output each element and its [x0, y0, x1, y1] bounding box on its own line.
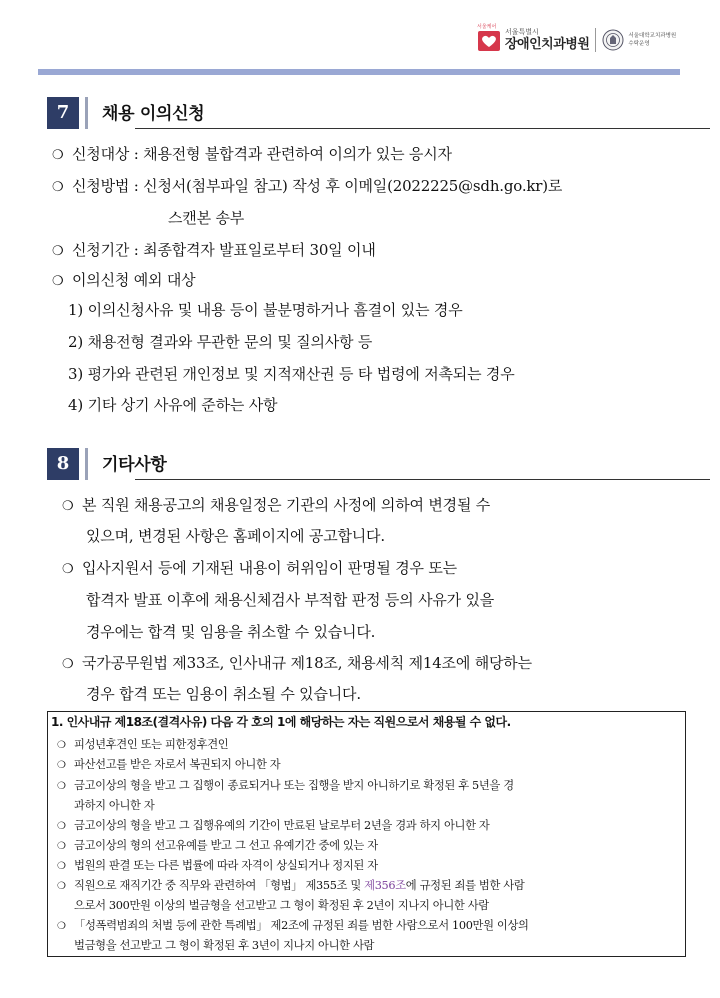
- list-item: [57, 877, 524, 893]
- university-seal-icon: [602, 29, 624, 51]
- line-text: 4) 기타 상기 사유에 준하는 사항: [68, 396, 278, 414]
- line-text: 금고이상의 형의 선고유예를 받고 그 선고 유예기간 중에 있는 자: [74, 839, 378, 852]
- section-rule: [135, 128, 710, 129]
- line-text: 법원의 판결 또는 다른 법률에 따라 자격이 상실되거나 정지된 자: [74, 859, 378, 872]
- section-bar: [85, 448, 88, 480]
- list-item: [86, 589, 494, 610]
- list-item: [52, 143, 452, 164]
- list-item: [57, 817, 489, 833]
- note-heading: 1. 인사내규 제18조(결격사유) 다음 각 호의 1에 해당하는 자는 직원으로서 채용될 수 없다.: [51, 715, 511, 729]
- university-text-2: 수탁운영: [628, 41, 650, 47]
- logo-divider: [595, 28, 596, 52]
- bullet-icon: ❍: [57, 861, 66, 872]
- line-text: 으로서 300만원 이상의 벌금형을 선고받고 그 형이 확정된 후 2년이 지나지 아니한 사람: [74, 899, 489, 912]
- line-text: 있으며, 변경된 사항은 홈페이지에 공고합니다.: [86, 527, 385, 545]
- line-text: 입사지원서 등에 기재된 내용이 허위임이 판명될 경우 또는: [82, 559, 457, 577]
- list-item: [168, 207, 244, 228]
- list-item: [68, 299, 463, 320]
- list-item: [57, 777, 514, 793]
- list-item: [86, 683, 361, 704]
- bullet-icon: ❍: [57, 781, 66, 792]
- line-text: 파산선고를 받은 자로서 복권되지 아니한 자: [74, 758, 281, 771]
- line-text: 신청방법 : 신청서(첨부파일 참고) 작성 후 이메일(2022225@sdh.go.kr)로: [72, 177, 563, 195]
- list-item: [57, 756, 280, 772]
- section-bar: [85, 97, 88, 129]
- hospital-sub: 서울특별시: [505, 28, 539, 36]
- line-text: 합격자 발표 이후에 채용신체검사 부적합 판정 등의 사유가 있을: [86, 591, 495, 609]
- list-item: [68, 363, 515, 384]
- section-number: 7: [47, 97, 79, 129]
- bullet-icon: ❍: [52, 244, 64, 259]
- bullet-icon: ❍: [57, 921, 66, 932]
- section-number: 8: [47, 448, 79, 480]
- line-text: 2) 채용전형 결과와 무관한 문의 및 질의사항 등: [68, 333, 373, 351]
- line-text: 경우에는 합격 및 임용을 취소할 수 있습니다.: [86, 623, 376, 641]
- list-item: [57, 837, 378, 853]
- list-item: [74, 937, 374, 953]
- list-item: [62, 557, 457, 578]
- bullet-icon: ❍: [62, 657, 74, 672]
- bullet-icon: ❍: [57, 740, 66, 751]
- bullet-icon: ❍: [57, 841, 66, 852]
- list-item: [74, 797, 154, 813]
- bullet-icon: ❍: [57, 881, 66, 892]
- line-text: 신청대상 : 채용전형 불합격과 관련하여 이의가 있는 응시자: [72, 145, 452, 163]
- line-text: 3) 평가와 관련된 개인정보 및 지적재산권 등 타 법령에 저촉되는 경우: [68, 365, 515, 383]
- bullet-icon: ❍: [57, 821, 66, 832]
- line-text: 에 규정된 죄를 범한 사람: [405, 879, 525, 892]
- line-text: 스캔본 송부: [168, 209, 245, 227]
- line-text: 이의신청 예외 대상: [72, 271, 196, 289]
- line-text: 벌금형을 선고받고 그 형이 확정된 후 3년이 지나지 아니한 사람: [74, 939, 375, 952]
- bullet-icon: ❍: [62, 562, 74, 577]
- list-item: [74, 897, 489, 913]
- bullet-icon: ❍: [57, 760, 66, 771]
- list-item: [86, 525, 385, 546]
- line-text: 금고이상의 형을 받고 그 집행유예의 기간이 만료된 날로부터 2년을 경과 하지 아니한 자: [74, 819, 490, 832]
- badge-text: 서울케어: [477, 24, 497, 30]
- line-text: 1) 이의신청사유 및 내용 등이 불분명하거나 흠결이 있는 경우: [68, 301, 463, 319]
- bullet-icon: ❍: [52, 180, 64, 195]
- list-item: [57, 736, 228, 752]
- line-text: 본 직원 채용공고의 채용일정은 기관의 사정에 의하여 변경될 수: [82, 496, 491, 514]
- disqualification-note-box: [47, 711, 686, 957]
- header-logo: [477, 24, 677, 52]
- list-item: [57, 917, 529, 933]
- list-item: [62, 652, 532, 673]
- bullet-icon: ❍: [62, 499, 74, 514]
- list-item: [62, 494, 490, 515]
- section-title: 기타사항: [102, 455, 167, 475]
- section-rule: [135, 479, 710, 480]
- list-item: [52, 239, 376, 260]
- hospital-name: 장애인치과병원: [505, 37, 590, 52]
- bullet-icon: ❍: [52, 148, 64, 163]
- line-text: 피성년후견인 또는 피한정후견인: [74, 738, 229, 751]
- header-rule: [38, 69, 680, 75]
- line-text: 직원으로 재직기간 중 직무와 관련하여 「형법」 제355조 및: [74, 879, 365, 892]
- list-item: [68, 394, 277, 415]
- heart-logo-icon: [477, 24, 500, 52]
- line-text: 신청기간 : 최종합격자 발표일로부터 30일 이내: [72, 241, 376, 259]
- list-item: [52, 269, 195, 290]
- list-item: [52, 175, 562, 196]
- list-item: [86, 621, 375, 642]
- university-text-1: 서울대학교치과병원: [628, 33, 677, 39]
- section-title: 채용 이의신청: [102, 104, 205, 124]
- line-text: 과하지 아니한 자: [74, 799, 155, 812]
- line-text: 금고이상의 형을 받고 그 집행이 종료되거나 또는 집행을 받지 아니하기로 확정된 후 5년을 경: [74, 779, 514, 792]
- line-text: 경우 합격 또는 임용이 취소될 수 있습니다.: [86, 685, 361, 703]
- list-item: [68, 331, 372, 352]
- bullet-icon: ❍: [52, 274, 64, 289]
- line-text: 「성폭력범죄의 처벌 등에 관한 특례법」 제2조에 규정된 죄를 범한 사람으로서 100만원 이상의: [74, 919, 529, 932]
- list-item: [57, 857, 378, 873]
- line-text: 국가공무원법 제33조, 인사내규 제18조, 채용세칙 제14조에 해당하는: [82, 654, 532, 672]
- law-reference-link[interactable]: 제356조: [364, 879, 406, 892]
